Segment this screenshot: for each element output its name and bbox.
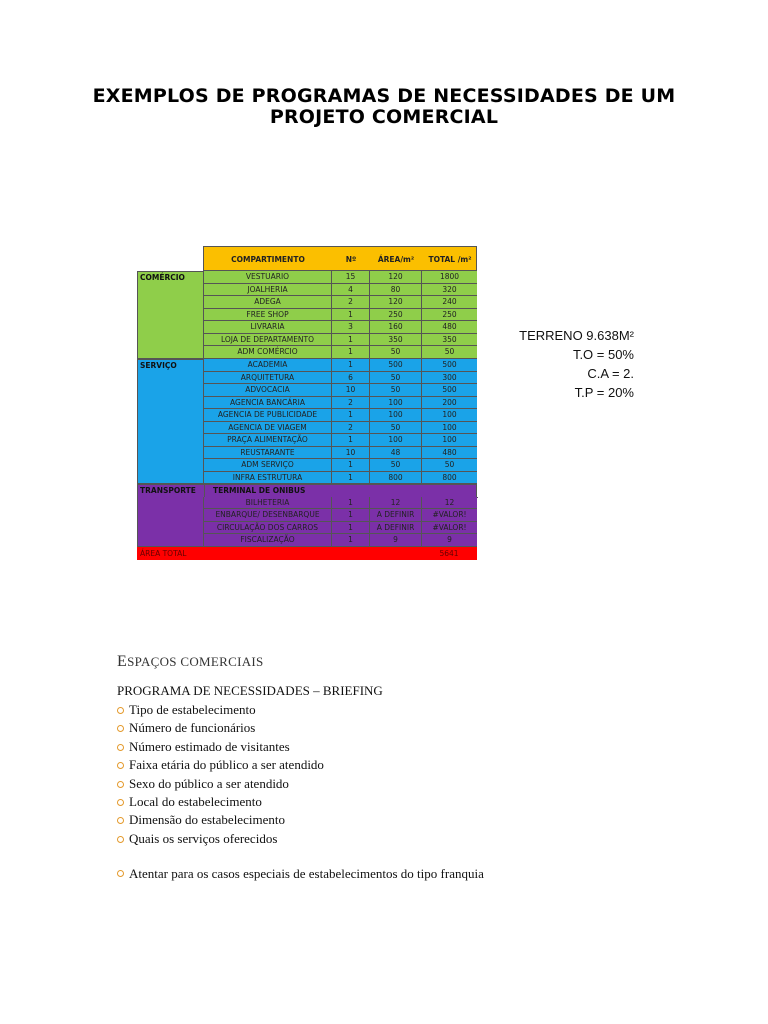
espacos-heading xyxy=(117,653,264,671)
cell-n: 6 xyxy=(331,372,369,385)
cell-total: 800 xyxy=(421,472,477,485)
to-line: T.O = 50% xyxy=(572,347,634,362)
section-label: COMÉRCIO xyxy=(140,273,185,282)
cell-n: 2 xyxy=(331,397,369,410)
table-row xyxy=(203,472,477,485)
cell-area: 100 xyxy=(369,434,421,447)
cell-n: 3 xyxy=(331,321,369,334)
table-row xyxy=(203,359,477,372)
cell-compartimento: AGENCIA DE PUBLICIDADE xyxy=(203,409,331,422)
cell-compartimento: FREE SHOP xyxy=(203,309,331,322)
cell-total: 200 xyxy=(421,397,477,410)
program-table xyxy=(137,246,477,560)
header-compartimento: COMPARTIMENTO xyxy=(231,255,305,264)
list-item xyxy=(117,719,324,737)
briefing-title: PROGRAMA DE NECESSIDADES – BRIEFING xyxy=(117,683,383,698)
cell-total: 500 xyxy=(421,384,477,397)
cell-area: 9 xyxy=(369,534,421,547)
cell-area: 12 xyxy=(369,497,421,510)
heading-rest: SPAÇOS COMERCIAIS xyxy=(127,654,264,669)
table-row xyxy=(203,522,477,535)
bullet-icon xyxy=(117,799,124,806)
terreno-line: TERRENO 9.638M² xyxy=(519,328,634,343)
cell-n: 1 xyxy=(331,522,369,535)
list-item-text: Tipo de estabelecimento xyxy=(129,702,256,717)
cell-area: 50 xyxy=(369,422,421,435)
cell-area: 100 xyxy=(369,397,421,410)
cell-area: 50 xyxy=(369,384,421,397)
table-row xyxy=(203,459,477,472)
cell-n: 1 xyxy=(331,346,369,359)
cell-compartimento: ACADEMIA xyxy=(203,359,331,372)
cell-total: 9 xyxy=(421,534,477,547)
list-item xyxy=(117,775,324,793)
cell-n: 1 xyxy=(331,509,369,522)
cell-total: 320 xyxy=(421,284,477,297)
cell-n: 2 xyxy=(331,296,369,309)
bullet-icon xyxy=(117,725,124,732)
table-row xyxy=(203,309,477,322)
header-n: Nº xyxy=(345,255,357,264)
cell-total: 100 xyxy=(421,422,477,435)
table-row xyxy=(203,321,477,334)
cell-area: 50 xyxy=(369,372,421,385)
cell-n: 1 xyxy=(331,434,369,447)
total-value: 5641 xyxy=(439,549,459,558)
heading-initial: E xyxy=(117,653,128,670)
bullet-icon xyxy=(117,817,124,824)
bullet-icon xyxy=(117,870,124,877)
cell-total: 350 xyxy=(421,334,477,347)
table-row xyxy=(203,409,477,422)
table-row xyxy=(203,271,477,284)
cell-total: 12 xyxy=(421,497,477,510)
section-label: TRANSPORTE xyxy=(140,486,196,495)
note-text: Atentar para os casos especiais de estabelecimentos do tipo franquia xyxy=(129,866,484,881)
bullet-icon xyxy=(117,781,124,788)
cell-area: 160 xyxy=(369,321,421,334)
list-item-text: Número estimado de visitantes xyxy=(129,738,290,754)
cell-total: 50 xyxy=(421,346,477,359)
cell-compartimento: LOJA DE DEPARTAMENTO xyxy=(203,334,331,347)
cell-compartimento: ADEGA xyxy=(203,296,331,309)
table-row xyxy=(203,372,477,385)
cell-area: 120 xyxy=(369,296,421,309)
cell-n: 1 xyxy=(331,534,369,547)
list-item xyxy=(117,830,324,848)
cell-area: 500 xyxy=(369,359,421,372)
list-item-text: Local do estabelecimento xyxy=(129,793,262,809)
cell-n: 1 xyxy=(331,472,369,485)
cell-total: #VALOR! xyxy=(421,509,477,522)
cell-compartimento: ENBARQUE/ DESENBARQUE xyxy=(203,509,331,522)
cell-compartimento: ADVOCACIA xyxy=(203,384,331,397)
cell-area: 800 xyxy=(369,472,421,485)
list-item-text: Faixa etária do público a ser atendido xyxy=(129,757,324,773)
list-item xyxy=(117,756,324,774)
cell-n: 1 xyxy=(331,309,369,322)
cell-compartimento: AGENCIA DE VIAGEM xyxy=(203,422,331,435)
bullet-icon xyxy=(117,762,124,769)
cell-total: 480 xyxy=(421,447,477,460)
cell-n: 10 xyxy=(331,384,369,397)
table-row xyxy=(203,434,477,447)
cell-total: 480 xyxy=(421,321,477,334)
total-row xyxy=(137,547,477,560)
title-line-1: EXEMPLOS DE PROGRAMAS DE NECESSIDADES DE UM xyxy=(92,85,676,107)
list-item-text: Dimensão do estabelecimento xyxy=(129,812,285,828)
bullet-icon xyxy=(117,707,124,714)
cell-area: 100 xyxy=(369,409,421,422)
table-row xyxy=(203,397,477,410)
title-line-2: PROJETO COMERCIAL xyxy=(269,106,499,128)
cell-total: 50 xyxy=(421,459,477,472)
briefing-list xyxy=(117,701,324,848)
list-item xyxy=(117,701,324,719)
cell-compartimento: FISCALIZAÇÃO xyxy=(203,534,331,547)
table-row xyxy=(203,447,477,460)
cell-area: 50 xyxy=(369,346,421,359)
cell-total: 100 xyxy=(421,409,477,422)
cell-compartimento: CIRCULAÇÃO DOS CARROS xyxy=(203,522,331,535)
cell-n: 1 xyxy=(331,459,369,472)
cell-n: 2 xyxy=(331,422,369,435)
cell-n: 1 xyxy=(331,497,369,510)
cell-area: 350 xyxy=(369,334,421,347)
cell-n: 10 xyxy=(331,447,369,460)
cell-compartimento: REUSTARANTE xyxy=(203,447,331,460)
ca-line: C.A = 2. xyxy=(587,366,634,381)
list-item xyxy=(117,811,324,829)
header-total: TOTAL /m² xyxy=(428,255,472,264)
cell-total: 240 xyxy=(421,296,477,309)
cell-total: 500 xyxy=(421,359,477,372)
cell-n: 1 xyxy=(331,409,369,422)
section-label: SERVIÇO xyxy=(140,361,177,370)
cell-compartimento: BILHETERIA xyxy=(203,497,331,510)
cell-compartimento: ARQUITETURA xyxy=(203,372,331,385)
table-row xyxy=(203,346,477,359)
cell-total: #VALOR! xyxy=(421,522,477,535)
table-row xyxy=(203,534,477,547)
cell-compartimento: VESTUARIO xyxy=(203,271,331,284)
list-item xyxy=(117,738,324,756)
cell-compartimento: AGENCIA BANCÁRIA xyxy=(203,397,331,410)
cell-total: 300 xyxy=(421,372,477,385)
cell-compartimento: LIVRARIA xyxy=(203,321,331,334)
total-label: ÁREA TOTAL xyxy=(140,549,187,558)
cell-compartimento: ADM SERVIÇO xyxy=(203,459,331,472)
cell-compartimento: JOALHERIA xyxy=(203,284,331,297)
cell-total: 100 xyxy=(421,434,477,447)
table-row xyxy=(203,334,477,347)
cell-compartimento: ADM COMÉRCIO xyxy=(203,346,331,359)
cell-n: 4 xyxy=(331,284,369,297)
table-row xyxy=(203,296,477,309)
bullet-icon xyxy=(117,744,124,751)
cell-area: A DEFINIR xyxy=(369,509,421,522)
cell-area: 50 xyxy=(369,459,421,472)
table-row xyxy=(203,384,477,397)
list-item-text: Sexo do público a ser atendido xyxy=(129,775,289,791)
cell-compartimento: PRAÇA ALIMENTAÇÃO xyxy=(203,434,331,447)
list-item xyxy=(117,793,324,811)
tp-line: T.P = 20% xyxy=(574,385,634,400)
table-row xyxy=(203,284,477,297)
cell-compartimento: INFRA ESTRUTURA xyxy=(203,472,331,485)
table-row xyxy=(203,509,477,522)
cell-total: 250 xyxy=(421,309,477,322)
table-row xyxy=(203,497,477,510)
list-item-text: Número de funcionários xyxy=(129,720,256,736)
terrain-info xyxy=(508,326,634,402)
franquia-note xyxy=(117,866,489,881)
header-area: ÁREA/m² xyxy=(377,255,415,264)
cell-area: 120 xyxy=(369,271,421,284)
cell-n: 1 xyxy=(331,334,369,347)
cell-area: 48 xyxy=(369,447,421,460)
table-row xyxy=(203,422,477,435)
list-item-text: Quais os serviços oferecidos xyxy=(129,830,278,846)
cell-area: A DEFINIR xyxy=(369,522,421,535)
cell-n: 1 xyxy=(331,359,369,372)
bullet-icon xyxy=(117,836,124,843)
terminal-subheader: TERMINAL DE ONIBUS xyxy=(204,485,478,498)
cell-area: 80 xyxy=(369,284,421,297)
table-header xyxy=(203,246,477,271)
cell-total: 1800 xyxy=(421,271,477,284)
page-title xyxy=(0,86,768,128)
cell-n: 15 xyxy=(331,271,369,284)
cell-area: 250 xyxy=(369,309,421,322)
